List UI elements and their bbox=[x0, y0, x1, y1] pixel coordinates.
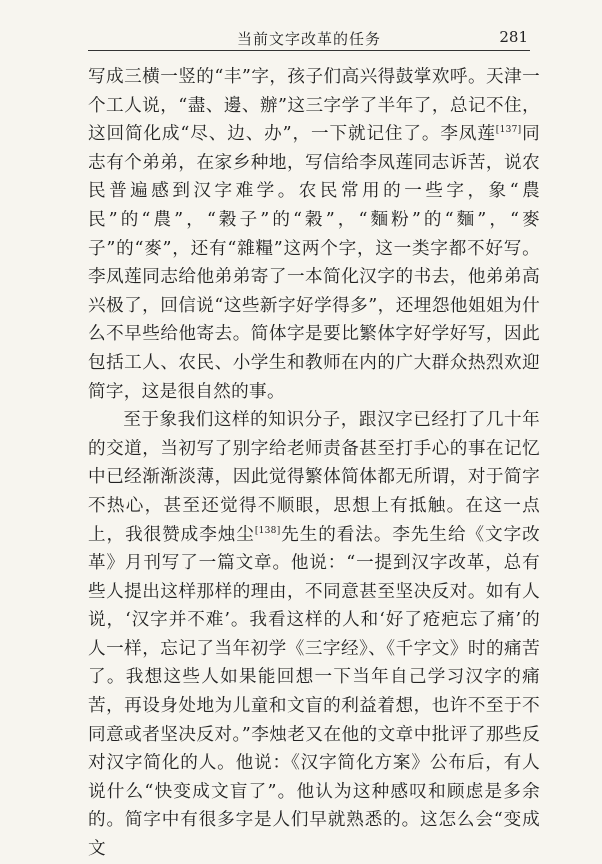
body-text bbox=[88, 63, 540, 864]
paragraph-2-text-a: 至于象我们这样的知识分子，跟汉字已经打了几十年的交道，当初写了别字给老师责备甚至打手心的事在记忆中已经渐渐淡薄，因此觉得繁体简体都无所谓，对于简字不热心，甚至还觉得不顺眼，思想上有抵触。在这一点上，我很赞成李烛尘 bbox=[88, 410, 540, 545]
running-title: 当前文字改革的任务 bbox=[236, 30, 381, 48]
paragraph-2-text-b: 先生的看法。李先生给《文字改革》月刊写了一篇文章。他说：“一提到汉字改革，总有些人提出这样那样的理由，不同意甚至坚决反对。如有人说，‘汉字并不难’。我看这样的人和‘好了疮疤忘了痛’的人一样，忘记了当年初学《三字经》、《千字文》时的痛苦了。我想这些人如果能回想一下当年自己学习汉字的痛苦，再设身处地为儿童和文盲的利益着想，也许不至于不同意或者坚决反对。”李烛老又在他的文章中批评了那些反对汉字简化的人。他说：《汉字简化方案》公布后，有人说什么“快变成文盲了”。他认为这种感叹和顾虑是多余的。简字中有很多字是人们早就熟悉的。这怎么会“变成文 bbox=[88, 524, 540, 860]
paragraph-1 bbox=[88, 63, 540, 406]
footnote-ref-138: [138] bbox=[254, 525, 281, 536]
paragraph-1-text-b: 同志有个弟弟，在家乡种地，写信给李凤莲同志诉苦，说农民普遍感到汉字难学。农民常用的一些字，象“農民”的“農”，“穀子”的“穀”，“麵粉”的“麵”，“麥子”的“麥”，还有“雜糧”这两个字，这一类字都不好写。李凤莲同志给他弟弟寄了一本简化汉字的书去，他弟弟高兴极了，回信说“这些新字好学得多”，还埋怨他姐姐为什么不早些给他寄去。简体字是要比繁体字好学好写，因此包括工人、农民、小学生和教师在内的广大群众热烈欢迎简字，这是很自然的事。 bbox=[88, 124, 540, 402]
page-header bbox=[88, 22, 530, 51]
page-number: 281 bbox=[499, 28, 528, 46]
footnote-ref-137: [137] bbox=[495, 125, 522, 136]
paragraph-2 bbox=[88, 406, 540, 864]
paragraph-1-text-a: 写成三横一竖的“丰”字，孩子们高兴得鼓掌欢呼。天津一个工人说，“盡、邊、辦”这三字学了半年了，总记不住，这回简化成“尽、边、办”，一下就记住了。李凤莲 bbox=[88, 67, 540, 145]
